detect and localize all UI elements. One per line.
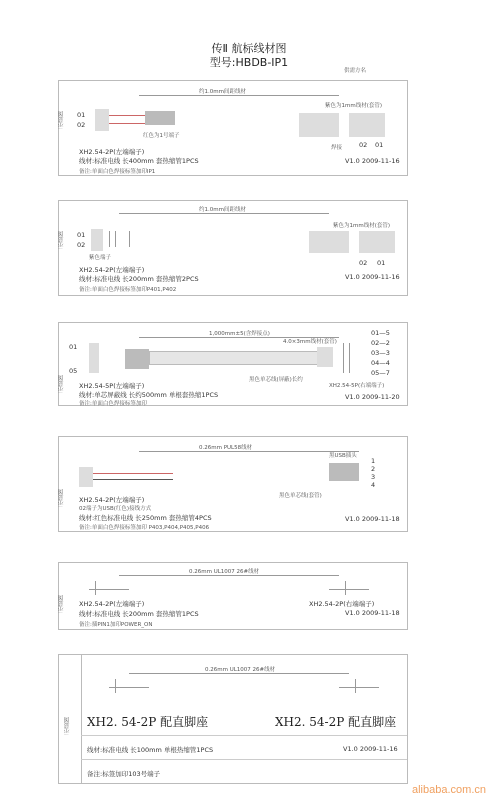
version-text: V1.0 2009-11-18 (345, 515, 400, 523)
spec-text: 线材:标准电线 长400mm 套热缩管1PCS (79, 157, 199, 165)
version-text: V1.0 2009-11-18 (345, 609, 400, 617)
panel-side-label: 示意图 (58, 595, 65, 613)
panel-side-label: 示意图 (58, 231, 65, 249)
drawing-panel-6 (58, 654, 408, 784)
right-pin-2: 02—2 (371, 339, 390, 347)
left-pin-02: 02 (77, 121, 86, 129)
panel-side-label: 示意图 (58, 111, 65, 129)
spec-text: 线材:红色标准电线 长250mm 套热缩管4PCS (79, 514, 212, 522)
right-connector (299, 113, 339, 137)
right-connector (317, 347, 333, 367)
right-connector-side (349, 113, 385, 137)
top-right-note: 供需方名 (344, 68, 367, 74)
dimension-label: 0.26mm PUL58线材 (199, 445, 253, 451)
mid-note: 黑色单芯线(套管) (279, 493, 322, 499)
note-text: 备注:单面白色焊接标签加印 (79, 401, 147, 407)
solder-joint (125, 349, 149, 369)
dimension-label: 0.26mm UL1007 26#线材 (205, 667, 276, 673)
right-pin-01: 01 (375, 141, 384, 149)
drawing-panel-3 (58, 322, 408, 406)
dimension-label: 0.26mm UL1007 26#线材 (189, 569, 260, 575)
note-text: 备注:单面白色焊接标签加印IP1 (79, 169, 156, 175)
spec-text: 线材:标准电线 长200mm 套热缩管1PCS (79, 610, 199, 618)
right-pin-02: 02 (359, 141, 368, 149)
model-number: 型号:HBDB-IP1 (209, 56, 289, 69)
document-title: 传Ⅱ 航标线材图 (211, 42, 287, 55)
connector-label: XH2.54-2P(左端端子) (79, 600, 145, 608)
note-text: 备注:标签加印103号端子 (87, 770, 161, 778)
right-note: 紫色为1mm线材(套管) (325, 103, 383, 109)
right-pin-4: 4 (371, 481, 376, 489)
right-pin-5: 05—7 (371, 369, 390, 377)
note-text: 备注:插PIN1加印POWER_ON (79, 622, 153, 628)
right-pin-4: 04—4 (371, 359, 390, 367)
shielded-cable (149, 351, 319, 365)
connector-wiring-label: 02端子为USB(红色)接线方式 (79, 506, 152, 512)
connector-right-label: XH2.54-5P(右端端子) (329, 383, 385, 389)
mid-note: 黑色单芯线(屏蔽)长约 (249, 377, 303, 383)
connector-right-label: XH2. 54-2P 配直脚座 (275, 715, 397, 729)
usb-plug (329, 463, 359, 481)
right-pin-2: 2 (371, 465, 376, 473)
drawing-panel-2 (58, 200, 408, 296)
drawing-panel-5 (58, 562, 408, 630)
left-pin-01: 01 (77, 231, 86, 239)
left-connector (91, 229, 103, 251)
right-note: 黑USB插头 (329, 453, 357, 459)
left-note: 紫色端子 (89, 255, 112, 261)
panel-side-label: 示意图 (58, 489, 65, 507)
left-connector (89, 343, 99, 373)
left-pin-02: 02 (77, 241, 86, 249)
left-pin-01: 01 (69, 343, 78, 351)
connector-right-label: XH2.54-2P(右端端子) (309, 600, 375, 608)
right-pin-01: 01 (377, 259, 386, 267)
right-pin-02: 02 (359, 259, 368, 267)
right-pin-1: 1 (371, 457, 376, 465)
solder-joint (145, 111, 175, 125)
right-note: 紫色为1mm线材(套管) (333, 223, 391, 229)
right-connector (309, 231, 349, 253)
dimension-label: 1,000mm±5(含焊接点) (209, 331, 270, 337)
right-note: 4.0×3mm线材(套管) (283, 339, 337, 345)
right-pin-1: 01—5 (371, 329, 390, 337)
spec-text: 线材:标准电线 长200mm 套热缩管2PCS (79, 275, 199, 283)
right-pin-3: 3 (371, 473, 376, 481)
mid-note: 焊接 (331, 145, 343, 151)
connector-label: XH2.54-5P(左端端子) (79, 382, 145, 390)
connector-label: XH2. 54-2P 配直脚座 (87, 715, 209, 729)
note-text: 备注:单面白色焊接标签加印P401,P402 (79, 287, 177, 293)
drawing-panel-1 (58, 80, 408, 176)
dimension-label: 约1.0mm间距线材 (199, 89, 246, 95)
version-text: V1.0 2009-11-16 (345, 157, 400, 165)
version-text: V1.0 2009-11-16 (345, 273, 400, 281)
left-pin-01: 01 (77, 111, 86, 119)
version-text: V1.0 2009-11-20 (345, 393, 400, 401)
left-note: 红色为1号端子 (143, 133, 180, 139)
connector-label: XH2.54-2P(左端端子) (79, 496, 145, 504)
connector-label: XH2.54-2P(左端端子) (79, 266, 145, 274)
dimension-label: 约1.0mm间距线材 (199, 207, 246, 213)
spec-text: 线材:单芯屏蔽线 长约500mm 单根套热缩1PCS (79, 391, 219, 399)
right-connector-side (359, 231, 395, 253)
connector-label: XH2.54-2P(左端端子) (79, 148, 145, 156)
left-connector (95, 109, 109, 131)
spec-text: 线材:标准电线 长100mm 单根热缩管1PCS (87, 746, 214, 754)
left-connector (79, 467, 93, 487)
drawing-panel-4 (58, 436, 408, 532)
watermark: alibaba.com.cn (412, 784, 486, 796)
panel-side-label: 示意图 (58, 375, 65, 393)
note-text: 备注:单面白色焊接标签加印 P403,P404,P405,P406 (79, 525, 210, 531)
panel-side-label: 示意图 (64, 717, 71, 735)
right-pin-3: 03—3 (371, 349, 390, 357)
left-pin-05: 05 (69, 367, 78, 375)
version-text: V1.0 2009-11-16 (343, 745, 398, 753)
